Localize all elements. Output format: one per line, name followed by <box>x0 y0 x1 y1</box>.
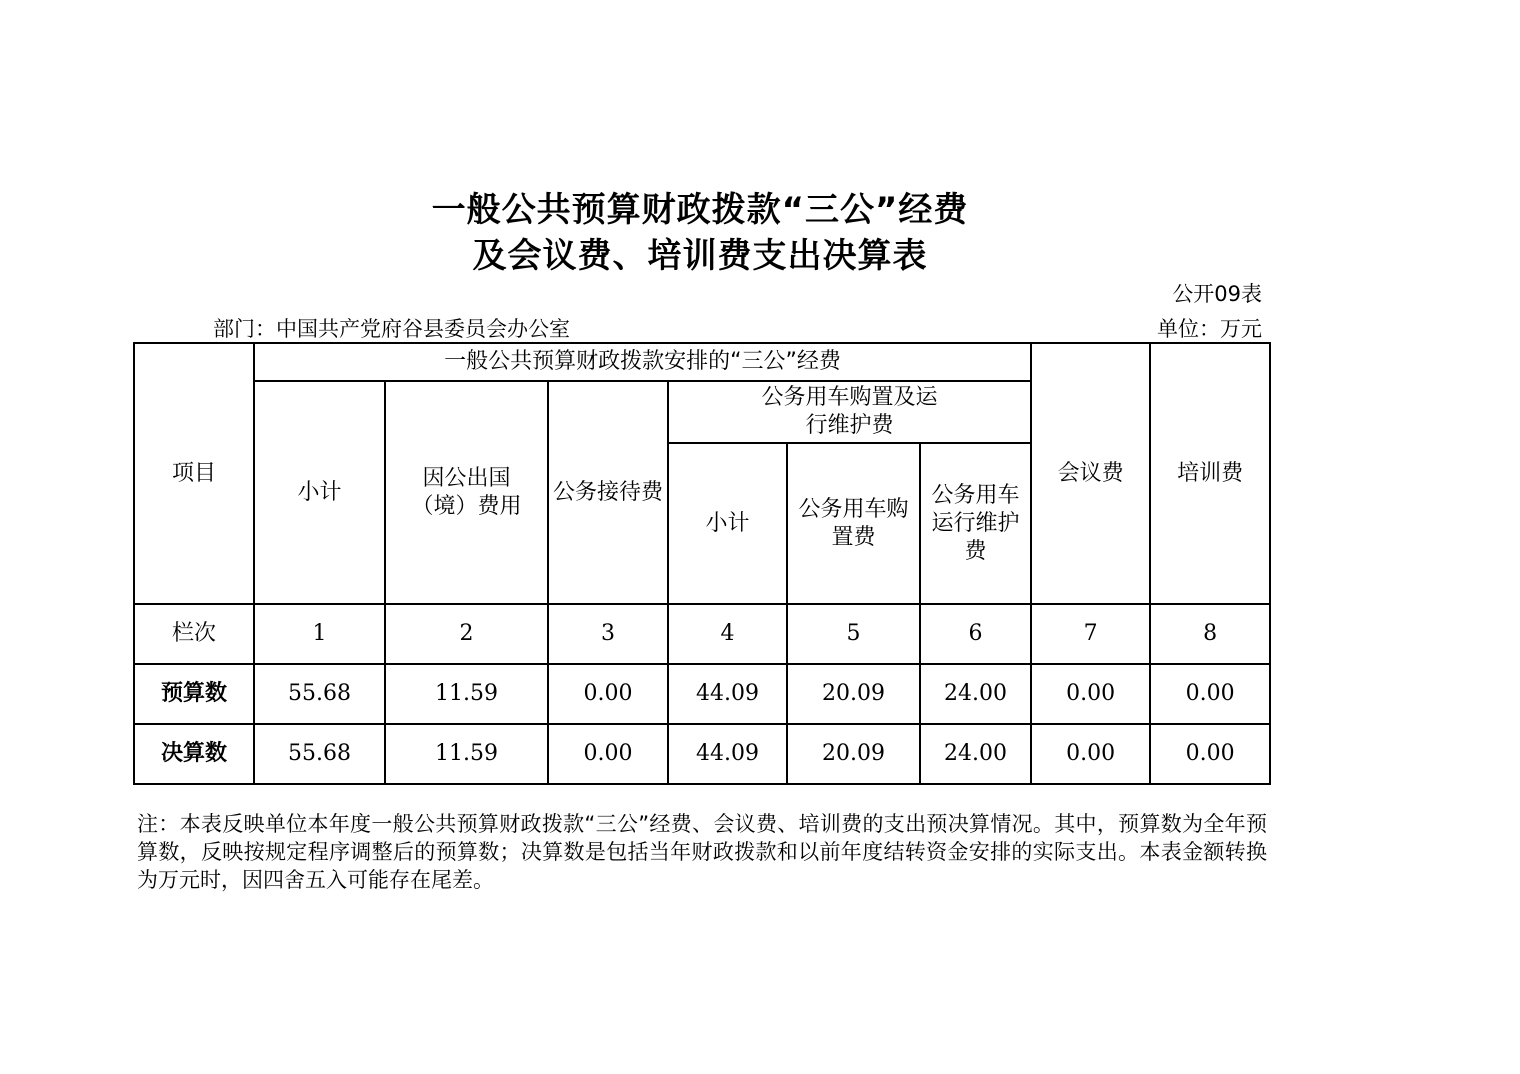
header-meeting: 会议费 <box>1031 343 1150 604</box>
cell-final-vehicle-purchase: 20.09 <box>787 724 920 784</box>
cell-budget-vehicle-subtotal: 44.09 <box>668 664 787 724</box>
footnote: 注：本表反映单位本年度一般公共预算财政拨款“三公”经费、会议费、培训费的支出预决算情况。其中，预算数为全年预算数，反映按规定程序调整后的预算数；决算数是包括当年财政拨款和以前年度结转资金安排的实际支出。本表金额转换为万元时，因四舍五入可能存在尾差。 <box>137 812 1267 892</box>
column-number: 7 <box>1031 604 1150 664</box>
column-number: 5 <box>787 604 920 664</box>
cell-final-reception: 0.00 <box>548 724 668 784</box>
page-title-line-2: 及会议费、培训费支出决算表 <box>472 236 928 276</box>
cell-budget-meeting: 0.00 <box>1031 664 1150 724</box>
cell-final-abroad: 11.59 <box>385 724 548 784</box>
cell-budget-reception: 0.00 <box>548 664 668 724</box>
header-vehicle-purchase: 公务用车购置费 <box>787 443 920 604</box>
cell-budget-subtotal: 55.68 <box>254 664 385 724</box>
row-label-final: 决算数 <box>134 724 254 784</box>
header-vehicle-operation: 公务用车运行维护费 <box>920 443 1031 604</box>
column-number: 2 <box>385 604 548 664</box>
cell-final-meeting: 0.00 <box>1031 724 1150 784</box>
column-number: 1 <box>254 604 385 664</box>
unit-label: 单位：万元 <box>1157 317 1262 341</box>
cell-final-subtotal: 55.68 <box>254 724 385 784</box>
column-number-label: 栏次 <box>134 604 254 664</box>
cell-budget-abroad: 11.59 <box>385 664 548 724</box>
header-reception: 公务接待费 <box>548 381 668 604</box>
header-training: 培训费 <box>1150 343 1270 604</box>
column-number: 4 <box>668 604 787 664</box>
expenditure-table <box>133 342 1271 785</box>
department-label: 部门：中国共产党府谷县委员会办公室 <box>213 317 570 341</box>
cell-budget-vehicle-operation: 24.00 <box>920 664 1031 724</box>
column-number: 6 <box>920 604 1031 664</box>
column-number: 8 <box>1150 604 1270 664</box>
header-subtotal: 小计 <box>254 381 385 604</box>
header-vehicle-subtotal: 小计 <box>668 443 787 604</box>
page-title-line-1: 一般公共预算财政拨款“三公”经费 <box>431 190 969 230</box>
column-number: 3 <box>548 604 668 664</box>
header-three-public-group: 一般公共预算财政拨款安排的“三公”经费 <box>254 343 1031 381</box>
header-item: 项目 <box>134 343 254 604</box>
header-vehicle-group: 公务用车购置及运行维护费 <box>668 381 1031 443</box>
cell-final-vehicle-subtotal: 44.09 <box>668 724 787 784</box>
cell-budget-vehicle-purchase: 20.09 <box>787 664 920 724</box>
form-code: 公开09表 <box>1172 282 1262 306</box>
cell-budget-training: 0.00 <box>1150 664 1270 724</box>
row-label-budget: 预算数 <box>134 664 254 724</box>
header-abroad: 因公出国（境）费用 <box>385 381 548 604</box>
cell-final-vehicle-operation: 24.00 <box>920 724 1031 784</box>
cell-final-training: 0.00 <box>1150 724 1270 784</box>
